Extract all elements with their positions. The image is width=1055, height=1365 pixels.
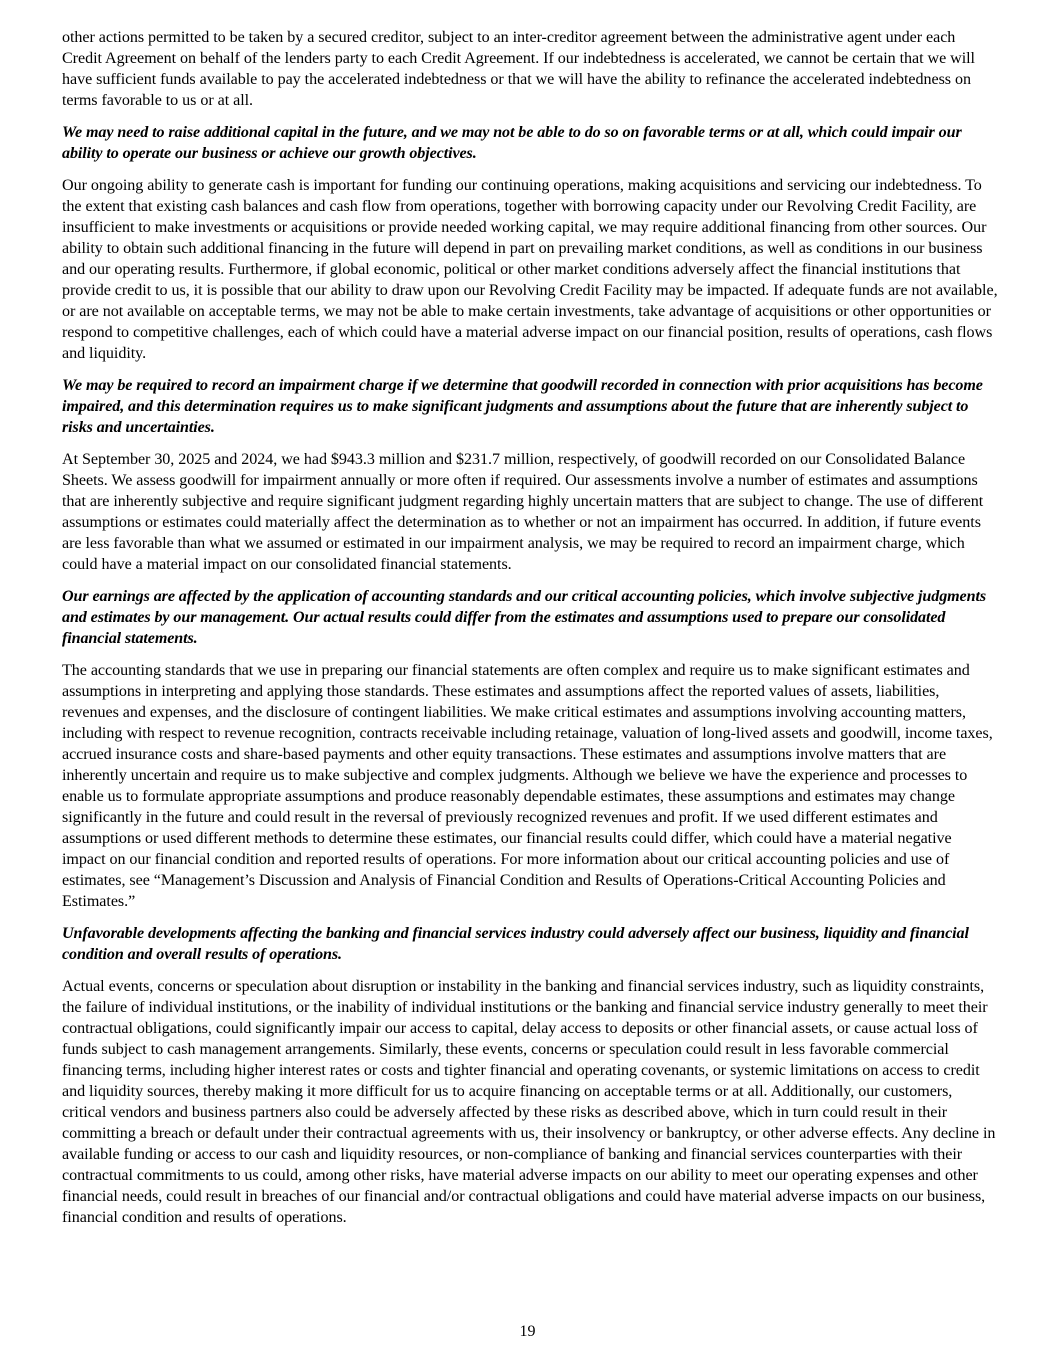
paragraph-accounting-standards: The accounting standards that we use in preparing our financial statements are often complex and require us to make significant estimates and assumptions in interpreting and applying those standards. These estimates and assumptions affect the reported values of assets, liabilities, revenues and expenses, and the disclosure of contingent liabilities. We make critical estimates and assumptions involving accounting matters, including with respect to revenue recognition, contracts receivable including retainage, valuation of long-lived assets and goodwill, income taxes, accrued insurance costs and share-based payments and other equity transactions. These estimates and assumptions involve matters that are inherently uncertain and require us to make subjective and complex judgments. Although we believe we have the experience and processes to enable us to formulate appropriate assumptions and produce reasonably dependable estimates, these assumptions and estimates may change significantly in the future and could result in the reversal of previously recognized revenues and profit. If we used different estimates and assumptions or used different methods to determine these estimates, our financial results could differ, which could have a material negative impact on our financial condition and reported results of operations. For more information about our critical accounting policies and use of estimates, see “Management’s Discussion and Analysis of Financial Condition and Results of Operations-Critical Accounting Policies and Estimates.” (62, 662, 993, 910)
paragraph-accelerated-indebtedness: other actions permitted to be taken by a secured creditor, subject to an inter-creditor agreement between the administrative agent under each Credit Agreement on behalf of the lenders party to each Credit Agreement. If our indebtedness is accelerated, we cannot be certain that we will have sufficient funds available to pay the accelerated indebtedness or that we will have the ability to refinance the accelerated indebtedness on terms favorable to us or at all. (62, 29, 975, 109)
page-number: 19 (519, 1323, 536, 1340)
risk-heading-goodwill-impairment: We may be required to record an impairment charge if we determine that goodwill recorded in connection with prior acquisitions has become impaired, and this determination requires us to make significant judgments and assumptions about the future that are inherently subject to risks and uncertainties. (62, 377, 983, 436)
document-page (62, 27, 998, 1239)
paragraph-banking-industry: Actual events, concerns or speculation about disruption or instability in the banking and financial services industry, such as liquidity constraints, the failure of individual institutions, or the inability of individual institutions or the banking and financial service industry generally to meet their contractual obligations, could significantly impair our access to capital, delay access to deposits or other financial assets, or cause actual loss of funds subject to cash management arrangements. Similarly, these events, concerns or speculation could result in less favorable commercial financing terms, including higher interest rates or costs and tighter financial and operating covenants, or systemic limitations on access to credit and liquidity sources, thereby making it more difficult for us to acquire financing on acceptable terms or at all. Additionally, our customers, critical vendors and business partners also could be adversely affected by these risks as described above, which in turn could result in their committing a breach or default under their contractual agreements with us, their insolvency or bankruptcy, or other adverse effects. Any decline in available funding or access to our cash and liquidity resources, or non-compliance of banking and financial services counterparties with their contractual commitments to us could, among other risks, have material adverse impacts on our ability to meet our operating expenses and other financial needs, could result in breaches of our financial and/or contractual obligations and could have material adverse impacts on our business, financial condition and results of operations. (62, 978, 996, 1226)
paragraph-additional-capital: Our ongoing ability to generate cash is important for funding our continuing operations, making acquisitions and servicing our indebtedness. To the extent that existing cash balances and cash flow from operations, together with borrowing capacity under our Revolving Credit Facility, are insufficient to make investments or acquisitions or provide needed working capital, we may require additional financing from other sources. Our ability to obtain such additional financing in the future will depend in part on prevailing market conditions, as well as conditions in our business and our operating results. Furthermore, if global economic, political or other market conditions adversely affect the financial institutions that provide credit to us, it is possible that our ability to draw upon our Revolving Credit Facility may be impacted. If adequate funds are not available, or are not available on acceptable terms, we may not be able to make certain investments, take advantage of acquisitions or other opportunities or respond to competitive challenges, each of which could have a material adverse impact on our financial position, results of operations, cash flows and liquidity. (62, 177, 998, 362)
risk-heading-banking-industry: Unfavorable developments affecting the banking and financial services industry could adversely affect our business, liquidity and financial condition and overall results of operations. (62, 925, 969, 963)
risk-heading-additional-capital: We may need to raise additional capital in the future, and we may not be able to do so on favorable terms or at all, which could impair our ability to operate our business or achieve our growth objectives. (62, 124, 962, 162)
paragraph-goodwill-impairment: At September 30, 2025 and 2024, we had $943.3 million and $231.7 million, respectively, of goodwill recorded on our Consolidated Balance Sheets. We assess goodwill for impairment annually or more often if required. Our assessments involve a number of estimates and assumptions that are inherently subjective and require significant judgment regarding highly uncertain matters that are subject to change. The use of different assumptions or estimates could materially affect the determination as to whether or not an impairment has occurred. In addition, if future events are less favorable than what we assumed or estimated in our impairment analysis, we may be required to record an impairment charge, which could have a material impact on our consolidated financial statements. (62, 451, 984, 573)
risk-heading-accounting-standards: Our earnings are affected by the application of accounting standards and our critical accounting policies, which involve subjective judgments and estimates by our management. Our actual results could differ from the estimates and assumptions used to prepare our consolidated financial statements. (62, 588, 986, 647)
